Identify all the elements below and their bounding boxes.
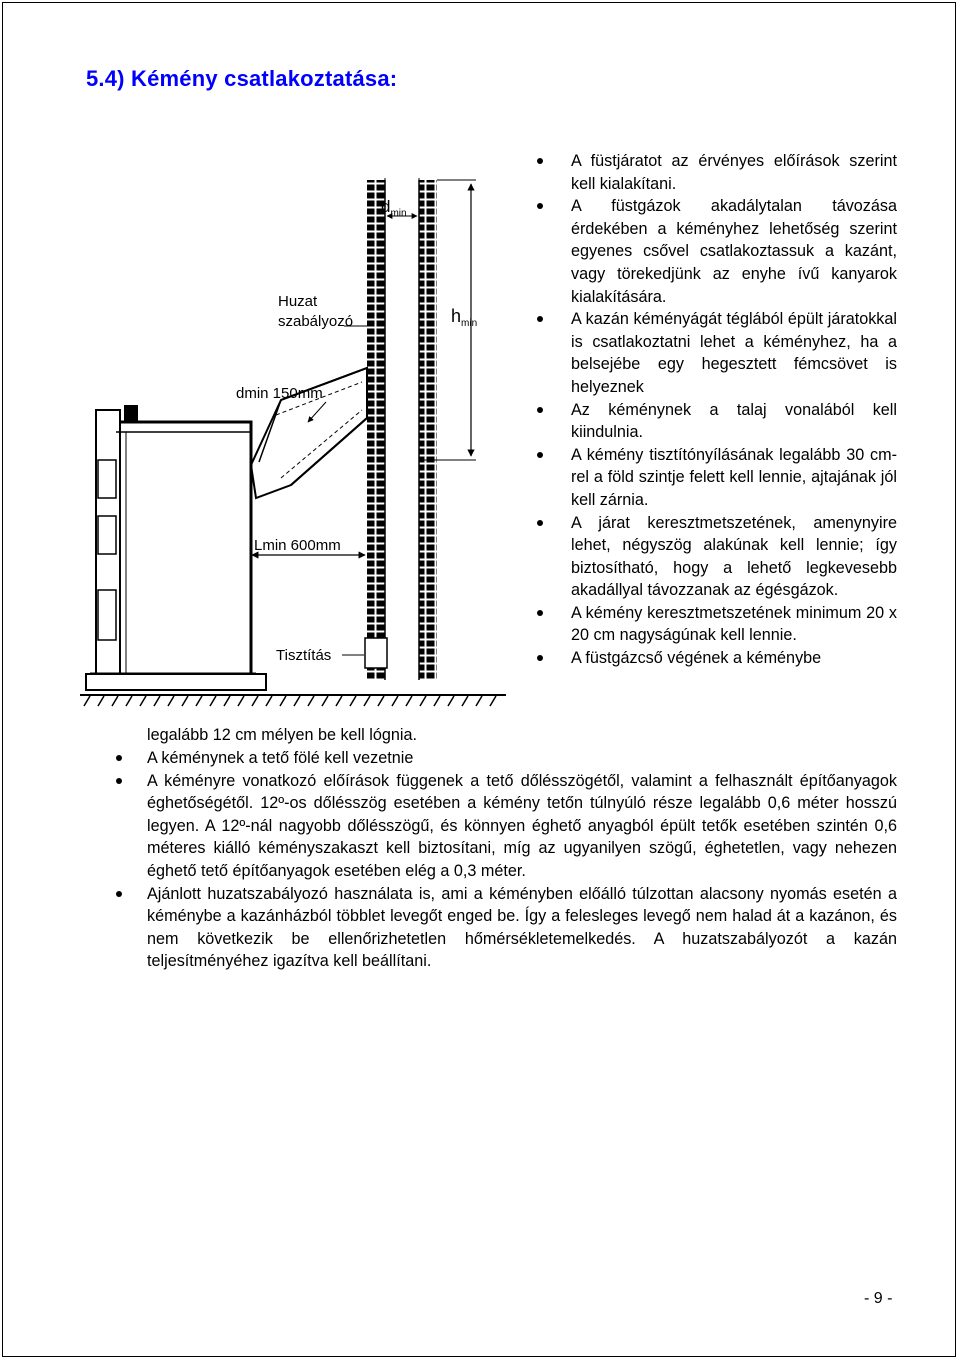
chimney-diagram: [76, 160, 506, 720]
continuation-text: legalább 12 cm mélyen be kell lógnia.: [147, 726, 417, 744]
svg-text:szabályozó: szabályozó: [278, 313, 354, 330]
svg-text:hmin: $h_{min}$: [451, 306, 478, 329]
list-item: A kéménynek a tető fölé kell vezetnie: [147, 747, 897, 770]
svg-text:Lmin 600mm: Lmin 600mm: [254, 537, 341, 554]
list-item: A kémény tisztítónyílásának legalább 30 cm-rel a föld szintje felett kell lennie, ajtajának jól kell zárnia.: [571, 444, 897, 512]
lmin-dimension: [248, 500, 365, 560]
svg-text:Tisztítás: Tisztítás: [276, 647, 332, 664]
wide-bullet-list: [147, 747, 897, 973]
boiler: [86, 405, 266, 690]
page-number: - 9 -: [864, 1290, 893, 1307]
svg-text:dmin 150mm: dmin 150mm: [236, 385, 323, 402]
cleaning-label: [276, 647, 364, 664]
list-item: A füstgázcső végének a kéménybe: [571, 647, 897, 670]
chimney-walls: [365, 180, 437, 680]
list-item: A kémény keresztmetszetének minimum 20 x 20 cm nagyságúnak kell lennie.: [571, 602, 897, 647]
dmin-dimension: [381, 178, 419, 220]
list-item: A kéményre vonatkozó előírások függenek a tető dőlésszögétől, valamint a felhasznált építőanyagok éghetőségétől. 12º-os dőlésszög esetében a kémény tetőn túlnyúló része legalább 0,6 méter hosszú legyen. A 12º-nál nagyobb dőlésszögű, és könnyen éghető anyagból épült tetők esetében szintén 0,6 méteres kiálló kéményszakaszt kell biztosítani, míg az ugyanilyen szögű, éghetetlen, vagy nehezen éghető tető építőanyagok esetében elég a 0,3 méter.: [147, 770, 897, 883]
draught-regulator-label: [278, 293, 367, 330]
list-item: A füstgázok akadálytalan távozása érdekében a kéményhez lehetőség szerint egyenes csővel csatlakoztassuk a kazánt, vagy törekedjünk az enyhe ívű kanyarok kialakítására.: [571, 195, 897, 308]
list-item: A kazán kéményágát téglából épült járatokkal is csatlakoztatni lehet a kéményhez, ha a belsejébe egy hegesztett fémcsövet is helyeznek: [571, 308, 897, 398]
right-bullet-list: [571, 150, 897, 670]
ground-line: [80, 695, 506, 706]
list-item: A járat keresztmetszetének, amenynyire lehet, négyszög alakúnak kell lennie; így biztosítható, hogy a lehető legkevesebb akadállyal távozzanak az égésgázok.: [571, 512, 897, 602]
section-heading: 5.4) Kémény csatlakoztatása:: [86, 66, 398, 91]
svg-text:Huzat: Huzat: [278, 293, 318, 310]
list-item: Az kéménynek a talaj vonalából kell kiindulnia.: [571, 399, 897, 444]
list-item: Ajánlott huzatszabályozó használata is, ami a kéményben előálló túlzottan alacsony nyomás esetén a kéménybe a kazánházból többlet levegőt enged be. Így a felesleges levegő nem halad át a kazánon, és nem következik be ellenőrizhetetlen hőmérsékletemelkedés. A huzatszabályozót a kazán teljesítményéhez igazítva kell beállítani.: [147, 883, 897, 973]
svg-text:dmin: $d_{min}$: [381, 197, 407, 219]
list-item: A füstjáratot az érvényes előírások szerint kell kialakítani.: [571, 150, 897, 195]
